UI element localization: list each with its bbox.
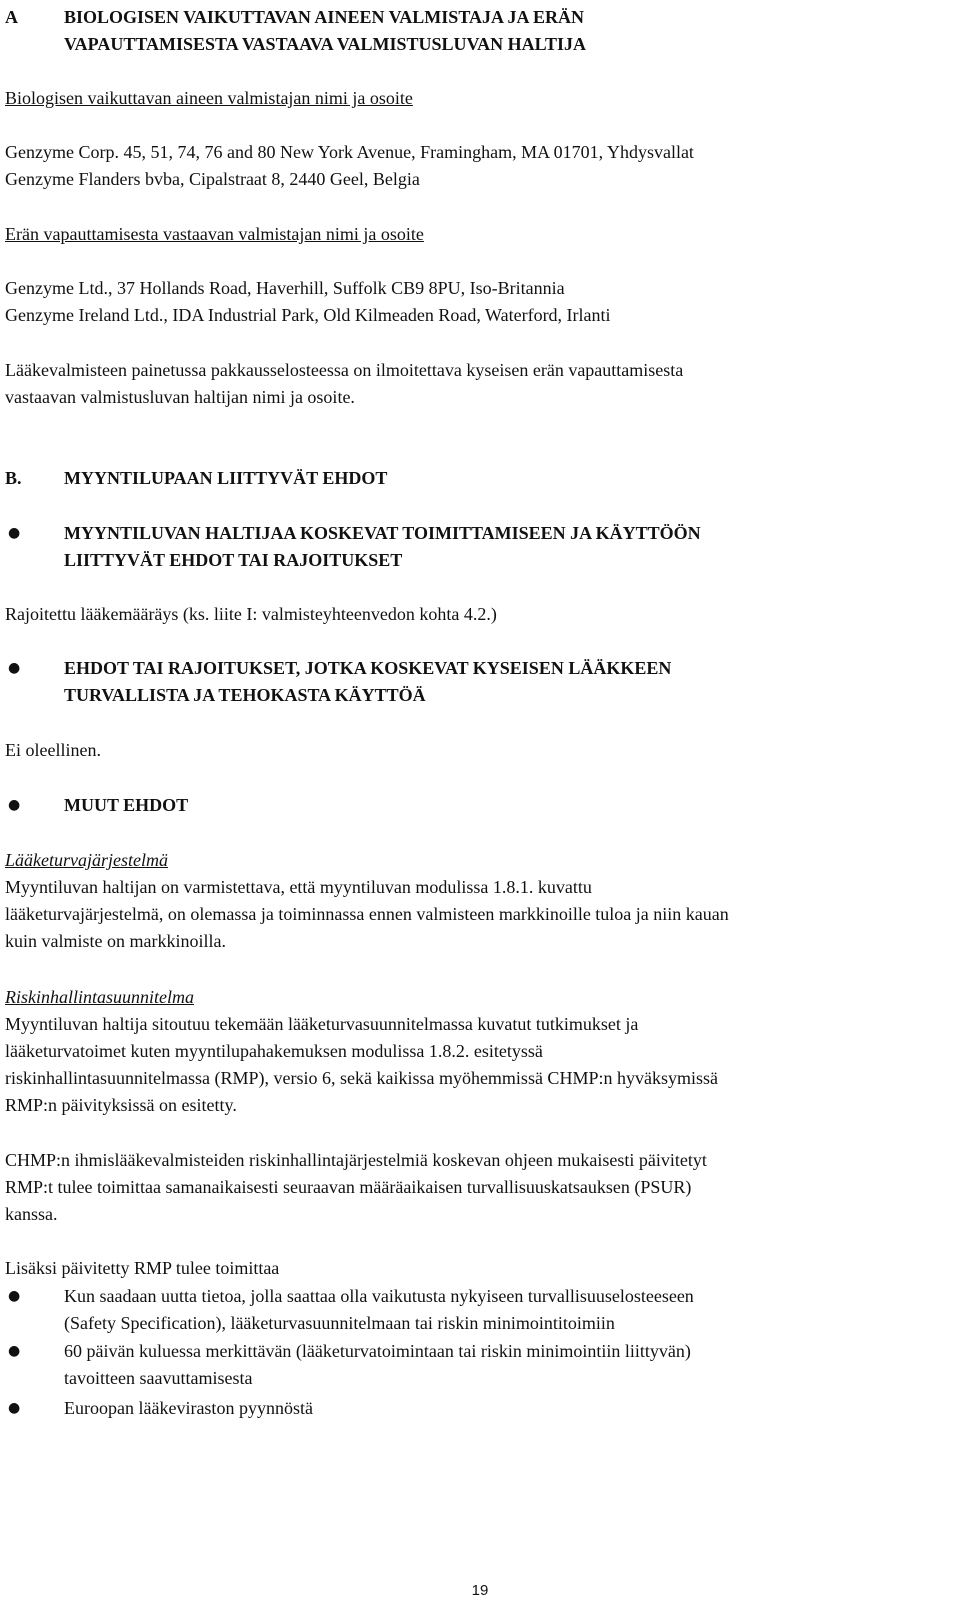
section-a-title-line2: VAPAUTTAMISESTA VASTAAVA VALMISTUSLUVAN HALTIJA bbox=[64, 34, 587, 54]
rmp-heading: Riskinhallintasuunnitelma bbox=[5, 987, 194, 1007]
rmp-item-2-line2: tavoitteen saavuttamisesta bbox=[64, 1368, 253, 1388]
pharmacovigilance-line3: kuin valmiste on markkinoilla. bbox=[5, 931, 226, 951]
leaflet-note-line1: Lääkevalmisteen painetussa pakkausselosteessa on ilmoitettava kyseisen erän vapauttamisesta bbox=[5, 360, 684, 380]
bio-manufacturer-address-1: Genzyme Corp. 45, 51, 74, 76 and 80 New York Avenue, Framingham, MA 01701, Yhdysvallat bbox=[5, 142, 694, 162]
rmp-line2: lääketurvatoimet kuten myyntilupahakemuksen modulissa 1.8.2. esitetyssä bbox=[5, 1041, 543, 1061]
subsection-2-title-line2: TURVALLISTA JA TEHOKASTA KÄYTTÖÄ bbox=[64, 685, 426, 705]
rmp-additional-heading: Lisäksi päivitetty RMP tulee toimittaa bbox=[5, 1258, 280, 1278]
leaflet-note-line2: vastaavan valmistusluvan haltijan nimi ja osoite. bbox=[5, 387, 355, 407]
bio-manufacturer-address-2: Genzyme Flanders bvba, Cipalstraat 8, 2440 Geel, Belgia bbox=[5, 169, 420, 189]
rmp-line4: RMP:n päivityksissä on esitetty. bbox=[5, 1095, 237, 1115]
pharmacovigilance-line2: lääketurvajärjestelmä, on olemassa ja toiminnassa ennen valmisteen markkinoille tuloa ja niin kauan bbox=[5, 904, 729, 924]
bullet-icon: ● bbox=[8, 797, 21, 813]
subsection-1-title-line2: LIITTYVÄT EHDOT TAI RAJOITUKSET bbox=[64, 550, 403, 570]
batch-release-address-1: Genzyme Ltd., 37 Hollands Road, Haverhill, Suffolk CB9 8PU, Iso-Britannia bbox=[5, 278, 565, 298]
rmp-item-1-line1: Kun saadaan uutta tietoa, jolla saattaa olla vaikutusta nykyiseen turvallisuuselosteeseen bbox=[64, 1286, 694, 1306]
page-number: 19 bbox=[471, 1582, 489, 1599]
subsection-2-text: Ei oleellinen. bbox=[5, 740, 101, 760]
rmp-item-2-line1: 60 päivän kuluessa merkittävän (lääketurvatoimintaan tai riskin minimointiin liittyvän) bbox=[64, 1341, 691, 1361]
bullet-icon: ● bbox=[8, 525, 21, 541]
bullet-icon: ● bbox=[8, 1288, 21, 1304]
chmp-line2: RMP:t tulee toimittaa samanaikaisesti seuraavan määräaikaisen turvallisuuskatsauksen (PSUR) bbox=[5, 1177, 692, 1197]
bullet-icon: ● bbox=[8, 1400, 21, 1416]
pharmacovigilance-heading: Lääketurvajärjestelmä bbox=[5, 850, 168, 870]
rmp-line1: Myyntiluvan haltija sitoutuu tekemään lääketurvasuunnitelmassa kuvatut tutkimukset ja bbox=[5, 1014, 639, 1034]
batch-release-heading: Erän vapauttamisesta vastaavan valmistajan nimi ja osoite bbox=[5, 224, 424, 244]
batch-release-address-2: Genzyme Ireland Ltd., IDA Industrial Park, Old Kilmeaden Road, Waterford, Irlanti bbox=[5, 305, 611, 325]
chmp-line1: CHMP:n ihmislääkevalmisteiden riskinhallintajärjestelmiä koskevan ohjeen mukaisesti päivitetyt bbox=[5, 1150, 707, 1170]
section-b-letter: B. bbox=[5, 468, 22, 488]
subsection-1-title-line1: MYYNTILUVAN HALTIJAA KOSKEVAT TOIMITTAMISEEN JA KÄYTTÖÖN bbox=[64, 523, 701, 543]
bullet-icon: ● bbox=[8, 660, 21, 676]
section-b-title: MYYNTILUPAAN LIITTYVÄT EHDOT bbox=[64, 468, 388, 488]
rmp-item-1-line2: (Safety Specification), lääketurvasuunnitelmaan tai riskin minimointitoimiin bbox=[64, 1313, 615, 1333]
chmp-line3: kanssa. bbox=[5, 1204, 58, 1224]
bio-manufacturer-heading: Biologisen vaikuttavan aineen valmistajan nimi ja osoite bbox=[5, 88, 413, 108]
rmp-line3: riskinhallintasuunnitelmassa (RMP), versio 6, sekä kaikissa myöhemmissä CHMP:n hyväksymissä bbox=[5, 1068, 718, 1088]
subsection-2-title-line1: EHDOT TAI RAJOITUKSET, JOTKA KOSKEVAT KYSEISEN LÄÄKKEEN bbox=[64, 658, 672, 678]
bullet-icon: ● bbox=[8, 1343, 21, 1359]
subsection-1-text: Rajoitettu lääkemääräys (ks. liite I: valmisteyhteenvedon kohta 4.2.) bbox=[5, 604, 497, 624]
subsection-3-title: MUUT EHDOT bbox=[64, 795, 189, 815]
section-a-letter: A bbox=[5, 7, 18, 27]
section-a-title-line1: BIOLOGISEN VAIKUTTAVAN AINEEN VALMISTAJA JA ERÄN bbox=[64, 7, 584, 27]
rmp-item-3: Euroopan lääkeviraston pyynnöstä bbox=[64, 1398, 313, 1418]
pharmacovigilance-line1: Myyntiluvan haltijan on varmistettava, että myyntiluvan modulissa 1.8.1. kuvattu bbox=[5, 877, 592, 897]
